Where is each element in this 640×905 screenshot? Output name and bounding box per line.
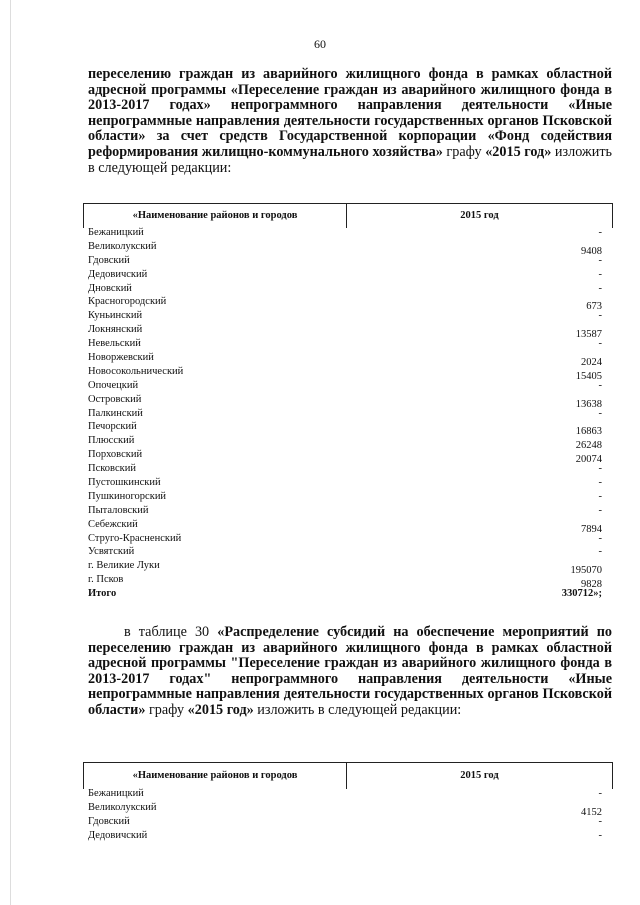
row-name: Невельский: [88, 338, 141, 350]
table-row: [88, 545, 602, 559]
table-row: [88, 559, 602, 577]
row-value: -: [598, 532, 602, 544]
row-name: Псковский: [88, 463, 136, 475]
row-value: 330712»;: [561, 588, 602, 600]
row-name: г. Великие Луки: [88, 560, 160, 572]
paragraph-1-text-b: изложить в следующей редакции:: [88, 143, 612, 176]
row-name: Локнянский: [88, 324, 143, 336]
row-value: 4152: [581, 806, 602, 818]
row-name: Усвятский: [88, 546, 135, 558]
table-2-header-name: «Наименование районов и городов: [84, 763, 347, 789]
table-row: [88, 434, 602, 452]
row-name: Струго-Красненский: [88, 532, 182, 544]
table-row: [88, 407, 602, 421]
table-row: [88, 518, 602, 535]
row-value: -: [598, 407, 602, 419]
row-value: -: [598, 268, 602, 280]
table-row: [88, 504, 602, 518]
row-value: -: [598, 282, 602, 294]
table-row: [88, 490, 602, 504]
row-value: 9828: [581, 579, 602, 591]
table-row: [88, 254, 602, 268]
row-name: Куньинский: [88, 310, 143, 322]
row-name: Островский: [88, 393, 142, 405]
paragraph-2-bold: «Распределение субсидий на обеспечение мероприятий по переселению граждан из аварийного жилищного фонда в рамках областной адресной программы "Переселение граждан из аварийного жилищного фонда в 2013-2017 годах" непрограммного направления деятельности «Иные непрограммные направления деятельности государственных органов Псковской области»: [88, 624, 612, 718]
row-name: Дедовичский: [88, 829, 148, 841]
row-value: -: [598, 477, 602, 489]
row-value: -: [598, 463, 602, 475]
row-value: -: [598, 490, 602, 502]
table-row: [88, 393, 602, 410]
row-name: Плюсский: [88, 435, 135, 447]
row-name: Гдовский: [88, 254, 130, 266]
paragraph-2-text-b: графу: [145, 701, 188, 718]
row-value: 20074: [575, 454, 602, 466]
page-number: 60: [314, 37, 326, 51]
row-name: Печорский: [88, 421, 137, 433]
total-row: [88, 587, 602, 601]
row-value: 195070: [570, 565, 602, 577]
table-row: [88, 351, 602, 369]
table-1-header: [83, 203, 613, 228]
table-row: [88, 476, 602, 490]
row-value: 16863: [575, 426, 602, 438]
table-row: [88, 337, 602, 351]
row-value: -: [598, 227, 602, 238]
table-row: [88, 268, 602, 282]
table-2-body: [88, 787, 602, 843]
table-row: [88, 815, 602, 829]
row-value: -: [598, 379, 602, 391]
table-2-header-year: 2015 год: [460, 770, 499, 781]
table-1-header-name: «Наименование районов и городов: [84, 204, 347, 228]
table-row: [88, 282, 602, 296]
row-name: Красногородский: [88, 296, 167, 308]
row-value: -: [598, 310, 602, 322]
table-row: [88, 240, 602, 257]
row-name: Дедовичский: [88, 268, 148, 280]
table-row: [88, 379, 602, 393]
row-value: 13638: [575, 398, 602, 410]
paragraph-1-bold: переселению граждан из аварийного жилищного фонда в рамках областной адресной программы «Переселение граждан из аварийного жилищного фонда в 2013-2017 годах» непрограммного направления деятельности «Иные непрограммные направления деятельности государственных органов Псковской области» за счет средств Государственной корпорации «Фонд содействия реформирования жилищно-коммунального хозяйства»: [88, 66, 612, 160]
table-row: [88, 323, 602, 341]
row-value: -: [598, 546, 602, 558]
row-name: Гдовский: [88, 815, 130, 827]
table-row: [88, 787, 602, 801]
table-2-header: [83, 762, 613, 789]
paragraph-2: [88, 625, 612, 719]
row-name: Итого: [88, 588, 117, 600]
row-value: 2024: [581, 357, 602, 369]
paragraph-2-text-a: в таблице 30: [124, 624, 218, 640]
row-value: -: [598, 338, 602, 350]
table-row: [88, 573, 602, 591]
row-name: Порховский: [88, 449, 143, 461]
table-row: [88, 309, 602, 323]
row-value: -: [598, 788, 602, 799]
row-name: Пустошкинский: [88, 477, 161, 489]
paragraph-2-text-c: изложить в следующей редакции:: [253, 701, 462, 718]
table-row: [88, 420, 602, 438]
paragraph-1-text-a: графу: [442, 143, 486, 160]
paragraph-2-column: «2015 год»: [187, 701, 254, 718]
table-row: [88, 365, 602, 382]
row-name: г. Псков: [88, 574, 124, 586]
table-1-body: [88, 226, 602, 601]
row-name: Пыталовский: [88, 504, 149, 516]
table-row: [88, 448, 602, 466]
row-name: Великолукский: [88, 240, 157, 252]
row-name: Себежский: [88, 518, 138, 530]
row-name: Дновский: [88, 282, 132, 294]
row-name: Пушкиногорский: [88, 490, 167, 502]
row-name: Бежаницкий: [88, 788, 144, 799]
paragraph-1-column: «2015 год»: [485, 143, 552, 160]
row-value: 9408: [581, 245, 602, 257]
row-value: 13587: [575, 329, 602, 341]
row-value: 26248: [575, 440, 602, 452]
row-value: -: [598, 504, 602, 516]
scan-edge-line: [10, 0, 11, 905]
row-name: Опочецкий: [88, 379, 139, 391]
paragraph-1: [88, 67, 612, 176]
table-row: [88, 801, 602, 818]
table-row: [88, 226, 602, 240]
row-value: 673: [586, 301, 602, 313]
row-value: -: [598, 254, 602, 266]
row-value: 7894: [581, 523, 602, 535]
row-value: -: [598, 815, 602, 827]
row-name: Великолукский: [88, 801, 157, 813]
row-name: Палкинский: [88, 407, 143, 419]
row-name: Новосокольнический: [88, 365, 184, 377]
table-row: [88, 829, 602, 843]
table-row: [88, 532, 602, 546]
row-name: Бежаницкий: [88, 227, 144, 238]
table-row: [88, 462, 602, 476]
row-value: -: [598, 829, 602, 841]
table-row: [88, 295, 602, 313]
table-1-header-year: 2015 год: [460, 210, 499, 221]
row-value: 15405: [575, 370, 602, 382]
row-name: Новоржевский: [88, 352, 154, 364]
